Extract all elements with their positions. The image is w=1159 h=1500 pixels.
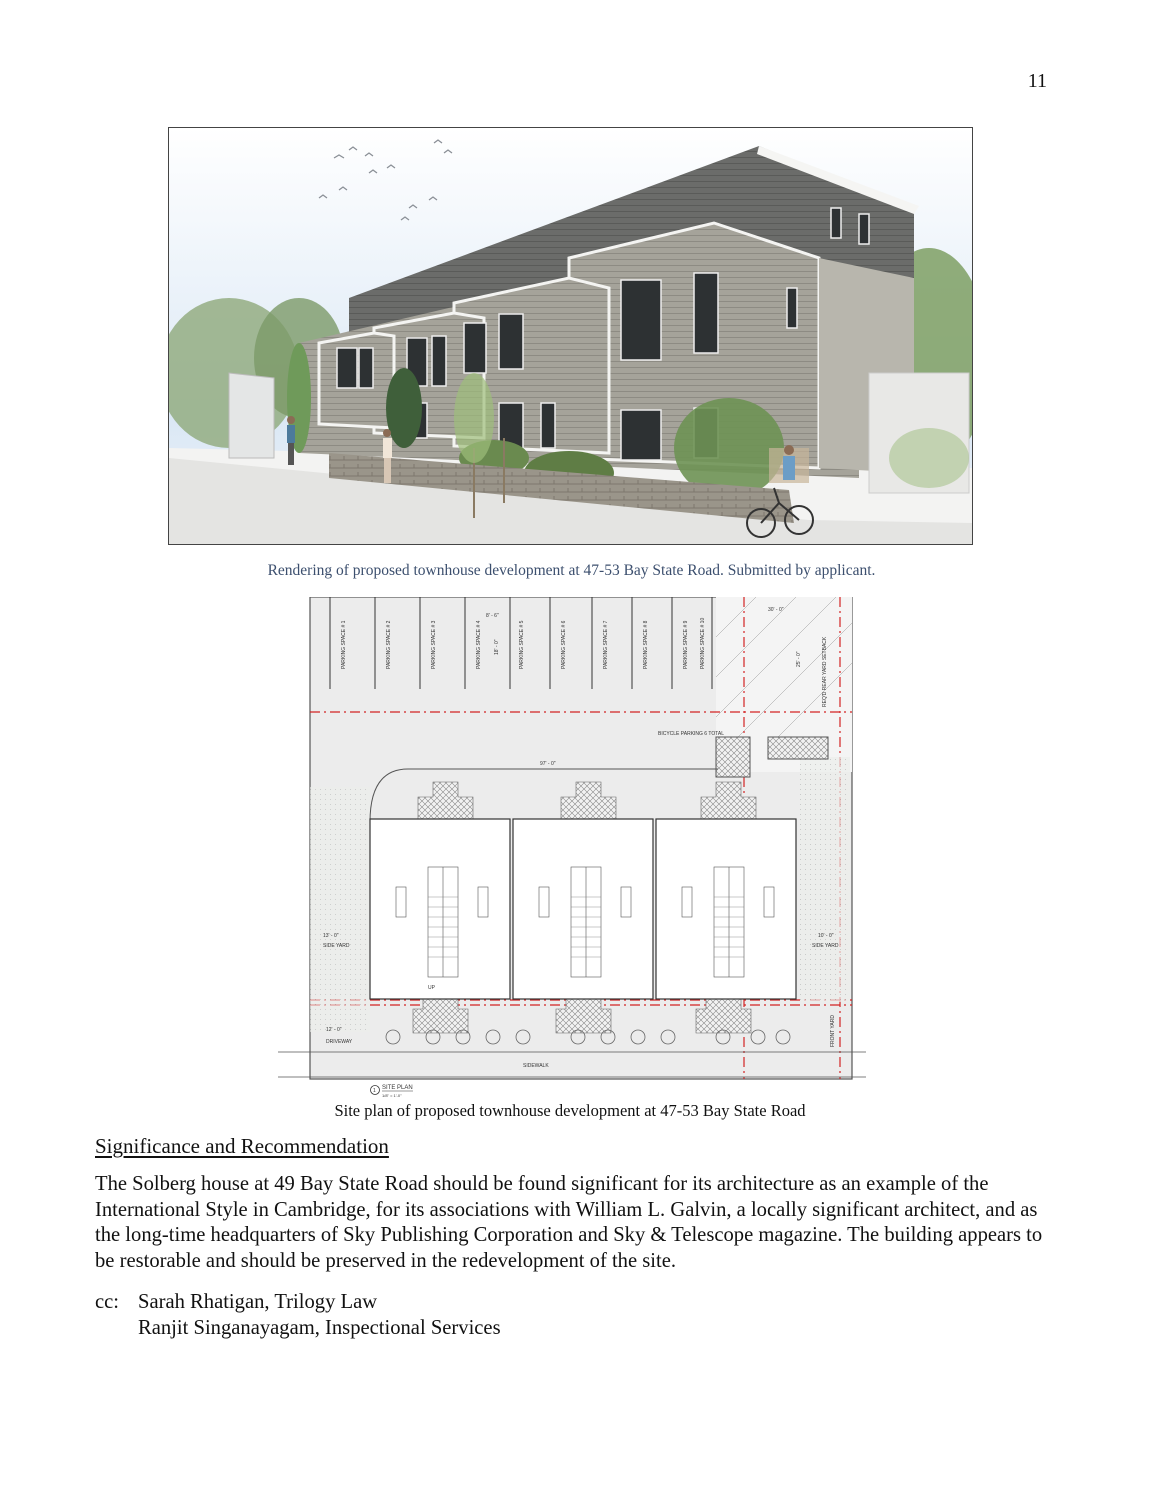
left-side-dimension: 13' - 0" xyxy=(323,933,339,939)
title-block-scale: 1/8" = 1'-0" xyxy=(382,1093,402,1098)
cc-recipient: Ranjit Singanayagam, Inspectional Services xyxy=(138,1316,501,1339)
page-number: 11 xyxy=(1027,70,1047,92)
parking-width-dimension: 8' - 6" xyxy=(486,613,499,619)
parking-space-8-label: PARKING SPACE # 8 xyxy=(643,620,649,669)
building-width-dimension: 97' - 0" xyxy=(540,761,556,767)
rear-setback-label: REQ'D REAR YARD SETBACK xyxy=(822,636,828,707)
parking-space-1-label: PARKING SPACE # 1 xyxy=(341,620,347,669)
right-side-yard-label: SIDE YARD xyxy=(812,943,839,949)
site-plan-drawing xyxy=(278,597,866,1099)
site-plan-caption: Site plan of proposed townhouse development at 47-53 Bay State Road xyxy=(334,1101,806,1120)
cc-line-2 xyxy=(95,1316,501,1342)
cc-block xyxy=(95,1290,501,1341)
site-plan-title-block xyxy=(371,1085,414,1098)
cc-recipient: Sarah Rhatigan, Trilogy Law xyxy=(138,1291,378,1313)
front-yard-label: FRONT YARD xyxy=(830,1015,836,1047)
left-side-yard-label: SIDE YARD xyxy=(323,943,350,949)
parking-space-4-label: PARKING SPACE # 4 xyxy=(476,620,482,669)
driveway-dimension: 12' - 0" xyxy=(326,1027,342,1033)
parking-space-5-label: PARKING SPACE # 5 xyxy=(519,620,525,669)
title-block-number: 1 xyxy=(373,1088,376,1094)
cc-label: cc: xyxy=(95,1291,120,1313)
townhouse-rendering-image xyxy=(168,127,973,545)
parking-space-3-label: PARKING SPACE # 3 xyxy=(431,620,437,669)
rendering-caption: Rendering of proposed townhouse development at 47-53 Bay State Road. Submitted by applicant. xyxy=(267,562,876,579)
bicycle-parking-label: BICYCLE PARKING 6 TOTAL xyxy=(658,731,725,737)
parking-space-9-label: PARKING SPACE # 9 xyxy=(683,620,689,669)
driveway-label: DRIVEWAY xyxy=(326,1039,353,1045)
parking-space-6-label: PARKING SPACE # 6 xyxy=(561,620,567,669)
parking-space-2-label: PARKING SPACE # 2 xyxy=(386,620,392,669)
top-right-dimension: 30' - 0" xyxy=(768,607,784,613)
parking-depth-dimension: 18' - 0" xyxy=(494,639,500,655)
title-block-name: SITE PLAN xyxy=(382,1085,413,1091)
stair-up-label: UP xyxy=(428,985,435,991)
parking-space-7-label: PARKING SPACE # 7 xyxy=(603,620,609,669)
recommendation-paragraph: The Solberg house at 49 Bay State Road should be found significant for its architecture as an example of the International Style in Cambridge, for its associations with William L. Galvin, a locally significant architect, and as the long-time headquarters of Sky Publishing Corporation and Sky & Telescope magazine. The building appears to be restorable and should be preserved in the redevelopment of the site. xyxy=(95,1173,1043,1272)
cc-line-1 xyxy=(95,1290,501,1316)
section-heading: Significance and Recommendation xyxy=(95,1134,389,1158)
rear-setback-dimension: 25' - 0" xyxy=(796,651,802,667)
sidewalk-label: SIDEWALK xyxy=(523,1063,549,1069)
parking-space-10-label: PARKING SPACE # 10 xyxy=(700,617,706,669)
right-side-dimension: 10' - 0" xyxy=(818,933,834,939)
